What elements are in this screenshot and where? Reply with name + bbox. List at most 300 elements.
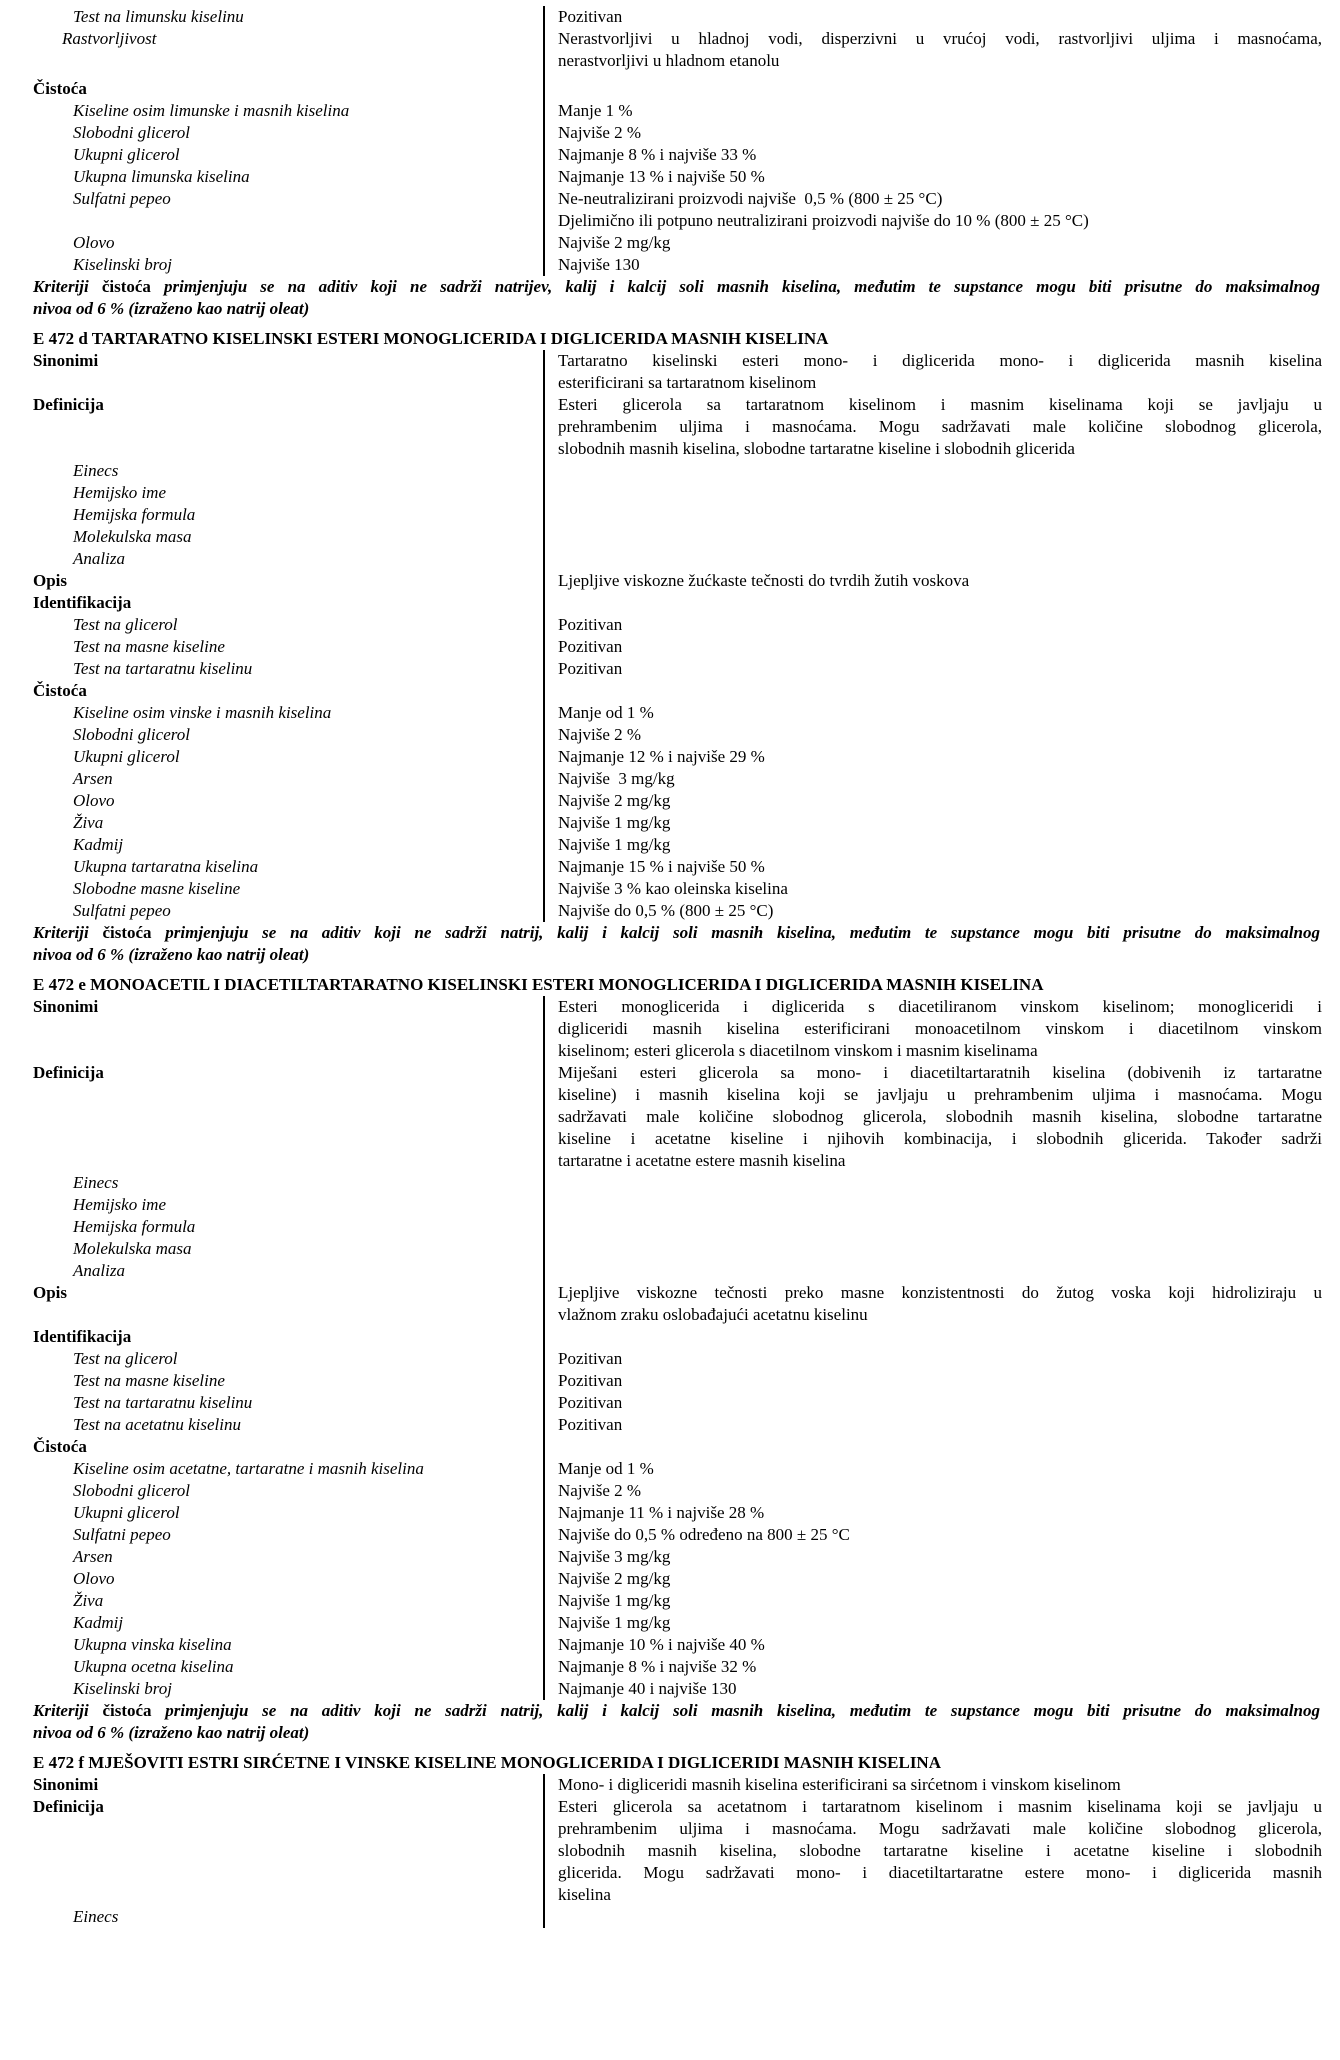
row-value-cell — [543, 1906, 1340, 1928]
table-row — [0, 768, 1340, 790]
row-label-cell — [0, 790, 543, 812]
value-line: Tartaratno kiselinski esteri mono- i diglicerida mono- i diglicerida masnih kiselina — [558, 351, 1322, 370]
row-label: Test na tartaratnu kiselinu — [73, 659, 253, 678]
table-row — [0, 1796, 1340, 1906]
row-label: Definicija — [33, 395, 104, 414]
row-label-cell — [0, 1568, 543, 1590]
value-line: Pozitivan — [558, 1415, 623, 1434]
row-value-cell — [543, 1172, 1340, 1194]
row-label-cell — [0, 1634, 543, 1656]
row-value-cell — [543, 1326, 1340, 1348]
row-label: Kiselinski broj — [73, 255, 173, 274]
table-row — [0, 122, 1340, 144]
row-label-cell — [0, 614, 543, 636]
row-value-cell — [543, 188, 1340, 232]
table-row — [0, 1062, 1340, 1172]
value-line: slobodnih masnih kiselina, slobodne tartaratne kiseline i slobodnih glicerida — [558, 439, 1075, 458]
value-line: Pozitivan — [558, 659, 623, 678]
row-label: Analiza — [73, 1261, 125, 1280]
note-lead: Kriteriji — [33, 923, 103, 942]
value-line: Najmanje 15 % i najviše 50 % — [558, 857, 765, 876]
row-label-cell — [0, 1326, 543, 1348]
row-label: Ukupni glicerol — [73, 1503, 180, 1522]
row-label: Hemijsko ime — [73, 483, 167, 502]
row-value-cell — [543, 900, 1340, 922]
value-line: Ljepljive viskozne tečnosti preko masne konzistentnosti do žutog voska koji hidroliziraju u — [558, 1283, 1322, 1302]
value-line: Najmanje 13 % i najviše 50 % — [558, 167, 765, 186]
row-value-cell — [543, 724, 1340, 746]
row-label: Kiseline osim acetatne, tartaratne i masnih kiselina — [73, 1459, 424, 1478]
row-label: Ukupna tartaratna kiselina — [73, 857, 259, 876]
value-line: Najmanje 8 % i najviše 32 % — [558, 1657, 757, 1676]
row-label-cell — [0, 1194, 543, 1216]
row-value-cell — [543, 570, 1340, 592]
value-line: Miješani esteri glicerola sa mono- i diacetiltartaratnih kiselina (dobivenih iz tartaratne — [558, 1063, 1322, 1082]
section-row — [0, 1326, 1340, 1348]
row-label-cell — [0, 592, 543, 614]
table-row — [0, 1238, 1340, 1260]
value-line: Najviše 2 % — [558, 725, 642, 744]
table-row — [0, 1590, 1340, 1612]
purity-note-line — [33, 922, 1320, 944]
table-row — [0, 658, 1340, 680]
section-row — [0, 1436, 1340, 1458]
row-label-cell — [0, 878, 543, 900]
row-label-cell — [0, 1906, 543, 1928]
value-line: Najviše 3 mg/kg — [558, 769, 675, 788]
row-label-cell — [0, 1678, 543, 1700]
additive-header: E 472 e MONOACETIL I DIACETILTARTARATNO KISELINSKI ESTERI MONOGLICERIDA I DIGLICERIDA MASNIH KISELINA — [33, 975, 1044, 994]
value-line: Najmanje 40 i najviše 130 — [558, 1679, 737, 1698]
row-value-cell — [543, 1480, 1340, 1502]
value-line: Najviše 1 mg/kg — [558, 1591, 671, 1610]
row-label-cell — [0, 1502, 543, 1524]
value-line: Najmanje 11 % i najviše 28 % — [558, 1503, 765, 1522]
row-label: Molekulska masa — [73, 527, 192, 546]
row-value-cell — [543, 1392, 1340, 1414]
value-line: Ne-neutralizirani proizvodi najviše 0,5 % (800 ± 25 °C) — [558, 189, 943, 208]
row-label-cell — [0, 1796, 543, 1906]
row-value-cell — [543, 1238, 1340, 1260]
row-label: Einecs — [73, 1173, 119, 1192]
row-label-cell — [0, 636, 543, 658]
row-label: Analiza — [73, 549, 125, 568]
value-line: esterificirani sa tartaratnom kiselinom — [558, 373, 817, 392]
value-line: slobodnih masnih kiselina, slobodne tartaratne kiseline i acetatne kiseline i slobodnih — [558, 1841, 1322, 1860]
table-row — [0, 350, 1340, 394]
table-row — [0, 166, 1340, 188]
value-line: kiseline i acetatne kiseline i njihovih kombinacija, i slobodnih glicerida. Također sadrži — [558, 1129, 1322, 1148]
value-line: Najviše 130 — [558, 255, 640, 274]
row-value-cell — [543, 144, 1340, 166]
table-row — [0, 394, 1340, 460]
row-value-cell — [543, 254, 1340, 276]
row-label-cell — [0, 394, 543, 460]
row-label: Einecs — [73, 1907, 119, 1926]
row-label-cell — [0, 1062, 543, 1172]
row-gap — [0, 966, 1340, 974]
row-label-cell — [0, 1656, 543, 1678]
row-label: Test na masne kiseline — [73, 1371, 225, 1390]
row-label: Sinonimi — [33, 997, 99, 1016]
row-value-cell — [543, 614, 1340, 636]
row-label: Slobodne masne kiseline — [73, 879, 241, 898]
table-row — [0, 254, 1340, 276]
table-row — [0, 878, 1340, 900]
table-row — [0, 1634, 1340, 1656]
row-value-cell — [543, 394, 1340, 460]
table-row — [0, 1458, 1340, 1480]
table-row — [0, 1216, 1340, 1238]
value-line: prehrambenim uljima i masnoćama. Mogu sadržavati male količine slobodnog glicerola, — [558, 417, 1322, 436]
row-label-cell — [0, 1436, 543, 1458]
value-line: prehrambenim uljima i masnoćama. Mogu sadržavati male količine slobodnog glicerola, — [558, 1819, 1322, 1838]
row-label: Test na masne kiseline — [73, 637, 225, 656]
row-label-cell — [0, 1172, 543, 1194]
row-label-cell — [0, 1458, 543, 1480]
table-row — [0, 570, 1340, 592]
row-label: Ukupni glicerol — [73, 145, 180, 164]
table-row — [0, 1194, 1340, 1216]
row-label: Hemijska formula — [73, 505, 196, 524]
value-line: Najviše 2 % — [558, 1481, 642, 1500]
value-line: Manje od 1 % — [558, 1459, 654, 1478]
additive-header: E 472 f MJEŠOVITI ESTRI SIRĆETNE I VINSKE KISELINE MONOGLICERIDA I DIGLICERIDI MASNIH KISELINA — [33, 1753, 941, 1772]
value-line: Najmanje 12 % i najviše 29 % — [558, 747, 765, 766]
row-value-cell — [543, 996, 1340, 1062]
row-value-cell — [543, 78, 1340, 100]
additive-header: E 472 d TARTARATNO KISELINSKI ESTERI MONOGLICERIDA I DIGLICERIDA MASNIH KISELINA — [33, 329, 829, 348]
table-row — [0, 232, 1340, 254]
row-value-cell — [543, 592, 1340, 614]
table-row — [0, 6, 1340, 28]
row-value-cell — [543, 548, 1340, 570]
row-label: Molekulska masa — [73, 1239, 192, 1258]
row-value-cell — [543, 636, 1340, 658]
table-row — [0, 636, 1340, 658]
row-value-cell — [543, 658, 1340, 680]
table-row — [0, 504, 1340, 526]
row-label-cell — [0, 28, 543, 72]
row-label: Kadmij — [73, 1613, 124, 1632]
table-row — [0, 746, 1340, 768]
row-value-cell — [543, 1458, 1340, 1480]
row-label: Definicija — [33, 1063, 104, 1082]
row-label-cell — [0, 1392, 543, 1414]
row-label-cell — [0, 6, 543, 28]
note-body: primjenjuju se na aditiv koji ne sadrži natrij, kalij i kalcij soli masnih kiselina, međutim te supstance mogu biti prisutne do maksimalnog — [165, 1701, 1320, 1720]
table-row — [0, 526, 1340, 548]
value-line: Esteri glicerola sa tartaratnom kiselinom i masnim kiselinama koji se javljaju u — [558, 395, 1322, 414]
row-label: Olovo — [73, 1569, 115, 1588]
purity-note — [0, 276, 1340, 320]
row-label: Ukupna vinska kiselina — [73, 1635, 232, 1654]
row-label: Slobodni glicerol — [73, 1481, 190, 1500]
row-label: Sinonimi — [33, 1775, 99, 1794]
row-label-cell — [0, 1348, 543, 1370]
row-value-cell — [543, 768, 1340, 790]
row-label: Hemijska formula — [73, 1217, 196, 1236]
row-label: Identifikacija — [33, 1327, 132, 1346]
row-label-cell — [0, 460, 543, 482]
row-value-cell — [543, 1678, 1340, 1700]
row-label: Ukupna ocetna kiselina — [73, 1657, 234, 1676]
value-line: Najviše 1 mg/kg — [558, 1613, 671, 1632]
table-row — [0, 1502, 1340, 1524]
row-label-cell — [0, 1370, 543, 1392]
row-label: Test na glicerol — [73, 615, 178, 634]
table-row — [0, 144, 1340, 166]
value-line: Manje 1 % — [558, 101, 633, 120]
row-value-cell — [543, 1590, 1340, 1612]
row-value-cell — [543, 1634, 1340, 1656]
table-row — [0, 28, 1340, 72]
value-line: Djelimično ili potpuno neutralizirani proizvodi najviše do 10 % (800 ± 25 °C) — [558, 211, 1089, 230]
row-label-cell — [0, 812, 543, 834]
row-label: Slobodni glicerol — [73, 123, 190, 142]
row-label-cell — [0, 166, 543, 188]
row-value-cell — [543, 856, 1340, 878]
row-label-cell — [0, 1216, 543, 1238]
table-row — [0, 1392, 1340, 1414]
row-label-cell — [0, 1590, 543, 1612]
value-line: kiselinom; esteri glicerola s diacetilnom vinskom i masnim kiselinama — [558, 1041, 1038, 1060]
row-value-cell — [543, 1546, 1340, 1568]
note-upright-word: čistoća — [102, 923, 166, 942]
row-label: Sulfatni pepeo — [73, 189, 171, 208]
row-label: Hemijsko ime — [73, 1195, 167, 1214]
row-value-cell — [543, 1282, 1340, 1326]
row-value-cell — [543, 1370, 1340, 1392]
table-row — [0, 482, 1340, 504]
value-line: Najviše 2 % — [558, 123, 642, 142]
value-line: Pozitivan — [558, 615, 623, 634]
purity-note-line — [33, 276, 1320, 298]
note-lead: Kriteriji — [33, 1701, 103, 1720]
note-body: primjenjuju se na aditiv koji ne sadrži natrij, kalij i kalcij soli masnih kiselina, međutim te supstance mogu biti prisutne do maksimalnog — [165, 923, 1320, 942]
table-row — [0, 1774, 1340, 1796]
row-label-cell — [0, 856, 543, 878]
row-label-cell — [0, 78, 543, 100]
row-value-cell — [543, 1414, 1340, 1436]
row-label-cell — [0, 232, 543, 254]
purity-note — [0, 922, 1340, 966]
row-label: Kiseline osim vinske i masnih kiselina — [73, 703, 332, 722]
table-row — [0, 100, 1340, 122]
row-value-cell — [543, 100, 1340, 122]
section-row — [0, 78, 1340, 100]
value-line: Najviše 3 mg/kg — [558, 1547, 671, 1566]
value-line: Pozitivan — [558, 1371, 623, 1390]
purity-note — [0, 1700, 1340, 1744]
row-label-cell — [0, 1282, 543, 1326]
row-label-cell — [0, 122, 543, 144]
row-label-cell — [0, 834, 543, 856]
row-value-cell — [543, 1348, 1340, 1370]
value-line: glicerida. Mogu sadržavati mono- i diacetiltartaratne estere mono- i diglicerida masnih — [558, 1863, 1322, 1882]
row-label: Opis — [33, 571, 68, 590]
table-row — [0, 790, 1340, 812]
table-row — [0, 1370, 1340, 1392]
value-line: Najviše 1 mg/kg — [558, 835, 671, 854]
value-line: Najmanje 8 % i najviše 33 % — [558, 145, 757, 164]
row-label-cell — [0, 900, 543, 922]
row-label-cell — [0, 702, 543, 724]
table-row — [0, 1678, 1340, 1700]
section-row — [0, 592, 1340, 614]
table-row — [0, 1414, 1340, 1436]
row-label-cell — [0, 768, 543, 790]
row-label: Čistoća — [33, 1437, 87, 1456]
row-label-cell — [0, 254, 543, 276]
value-line: Pozitivan — [558, 1393, 623, 1412]
row-label-cell — [0, 1524, 543, 1546]
table-row — [0, 812, 1340, 834]
table-row — [0, 996, 1340, 1062]
table-row — [0, 856, 1340, 878]
value-line: Pozitivan — [558, 637, 623, 656]
row-label-cell — [0, 1414, 543, 1436]
row-value-cell — [543, 1216, 1340, 1238]
row-value-cell — [543, 1436, 1340, 1458]
row-label: Arsen — [73, 769, 113, 788]
row-label: Identifikacija — [33, 593, 132, 612]
row-label-cell — [0, 504, 543, 526]
row-label-cell — [0, 1774, 543, 1796]
row-label-cell — [0, 1260, 543, 1282]
value-line: Najviše 2 mg/kg — [558, 1569, 671, 1588]
row-label: Čistoća — [33, 79, 87, 98]
table-row — [0, 1282, 1340, 1326]
value-line: Manje od 1 % — [558, 703, 654, 722]
value-line: kiselina — [558, 1885, 611, 1904]
row-label: Kiseline osim limunske i masnih kiselina — [73, 101, 350, 120]
value-line: kiseline) i masnih kiselina koji se javljaju u prehrambenim uljima i masnoćama. Mogu — [558, 1085, 1322, 1104]
row-label-cell — [0, 144, 543, 166]
note-upright-word: čistoća — [101, 277, 165, 296]
note-upright-word: čistoća — [102, 1701, 166, 1720]
row-label-cell — [0, 658, 543, 680]
row-value-cell — [543, 232, 1340, 254]
value-line: tartaratne i acetatne estere masnih kiselina — [558, 1151, 846, 1170]
value-line: nerastvorljivi u hladnom etanolu — [558, 51, 780, 70]
row-label-cell — [0, 526, 543, 548]
table-row — [0, 548, 1340, 570]
row-label: Test na acetatnu kiselinu — [73, 1415, 241, 1434]
row-value-cell — [543, 1796, 1340, 1906]
row-value-cell — [543, 878, 1340, 900]
row-label-cell — [0, 570, 543, 592]
value-line: Najviše 3 % kao oleinska kiselina — [558, 879, 788, 898]
row-label: Kiselinski broj — [73, 1679, 173, 1698]
row-value-cell — [543, 812, 1340, 834]
row-label: Ukupni glicerol — [73, 747, 180, 766]
row-label-cell — [0, 350, 543, 394]
value-line: Pozitivan — [558, 7, 623, 26]
purity-note-line: nivoa od 6 % (izraženo kao natrij oleat) — [33, 945, 310, 964]
table-row — [0, 1546, 1340, 1568]
row-label: Einecs — [73, 461, 119, 480]
row-value-cell — [543, 1524, 1340, 1546]
row-value-cell — [543, 1568, 1340, 1590]
row-value-cell — [543, 1656, 1340, 1678]
row-gap — [0, 1744, 1340, 1752]
value-line: vlažnom zraku oslobađajući acetatnu kiselinu — [558, 1305, 868, 1324]
row-value-cell — [543, 460, 1340, 482]
table-row — [0, 1906, 1340, 1928]
table-row — [0, 1260, 1340, 1282]
row-label-cell — [0, 482, 543, 504]
row-label: Definicija — [33, 1797, 104, 1816]
table-row — [0, 724, 1340, 746]
row-value-cell — [543, 122, 1340, 144]
value-line: Ljepljive viskozne žućkaste tečnosti do tvrdih žutih voskova — [558, 571, 970, 590]
row-label: Ukupna limunska kiselina — [73, 167, 250, 186]
row-label: Kadmij — [73, 835, 124, 854]
value-line: Pozitivan — [558, 1349, 623, 1368]
row-label: Test na limunsku kiselinu — [73, 7, 244, 26]
row-value-cell — [543, 702, 1340, 724]
row-label-cell — [0, 100, 543, 122]
table-row — [0, 834, 1340, 856]
row-label: Sulfatni pepeo — [73, 901, 171, 920]
value-line: Najviše 1 mg/kg — [558, 813, 671, 832]
value-line: digliceridi masnih kiselina esterificirani monoacetilnom vinskom i diacetilnom vinskom — [558, 1019, 1322, 1038]
purity-note-line: nivoa od 6 % (izraženo kao natrij oleat) — [33, 299, 310, 318]
table-row — [0, 702, 1340, 724]
row-value-cell — [543, 1260, 1340, 1282]
table-row — [0, 1524, 1340, 1546]
row-label: Sulfatni pepeo — [73, 1525, 171, 1544]
row-label-cell — [0, 1612, 543, 1634]
table-row — [0, 614, 1340, 636]
row-label-cell — [0, 724, 543, 746]
row-label: Slobodni glicerol — [73, 725, 190, 744]
row-value-cell — [543, 790, 1340, 812]
table-row — [0, 1480, 1340, 1502]
value-line: Najviše 2 mg/kg — [558, 791, 671, 810]
row-value-cell — [543, 482, 1340, 504]
value-line: Esteri glicerola sa acetatnom i tartaratnom kiselinom i masnim kiselinama koji se javljaju u — [558, 1797, 1322, 1816]
row-label-cell — [0, 680, 543, 702]
row-label: Test na tartaratnu kiselinu — [73, 1393, 253, 1412]
section-row — [0, 680, 1340, 702]
row-label-cell — [0, 746, 543, 768]
table-row — [0, 900, 1340, 922]
row-value-cell — [543, 28, 1340, 72]
value-line: Mono- i digliceridi masnih kiselina esterificirani sa sirćetnom i vinskom kiselinom — [558, 1775, 1121, 1794]
table-row — [0, 188, 1340, 232]
row-label-cell — [0, 1546, 543, 1568]
value-line: Esteri monoglicerida i diglicerida s diacetiliranom vinskom kiselinom; monogliceridi i — [558, 997, 1322, 1016]
table-row — [0, 1348, 1340, 1370]
row-label: Olovo — [73, 233, 115, 252]
row-value-cell — [543, 1774, 1340, 1796]
row-label: Živa — [73, 813, 104, 832]
note-body: primjenjuju se na aditiv koji ne sadrži natrijev, kalij i kalcij soli masnih kiselina, međutim te supstance mogu biti prisutne do maksimalnog — [164, 277, 1321, 296]
table-row — [0, 1656, 1340, 1678]
row-value-cell — [543, 6, 1340, 28]
row-value-cell — [543, 1194, 1340, 1216]
row-label: Sinonimi — [33, 351, 99, 370]
purity-note-line — [33, 1700, 1320, 1722]
purity-note-line: nivoa od 6 % (izraženo kao natrij oleat) — [33, 1723, 310, 1742]
table-row — [0, 1612, 1340, 1634]
row-value-cell — [543, 1612, 1340, 1634]
row-value-cell — [543, 166, 1340, 188]
row-value-cell — [543, 526, 1340, 548]
row-label: Olovo — [73, 791, 115, 810]
